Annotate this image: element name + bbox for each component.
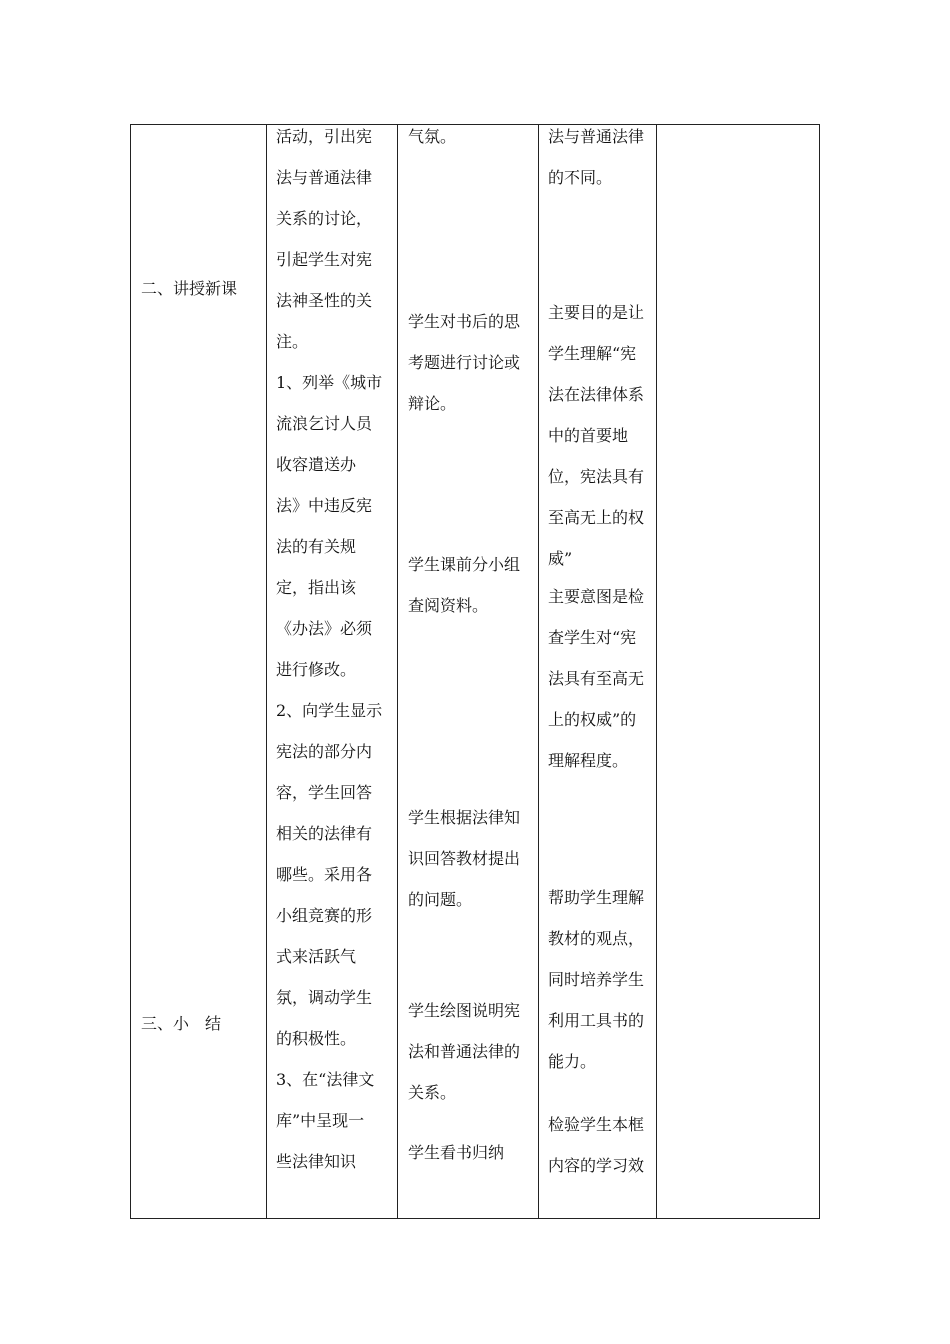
text-line: 小组竞赛的形 <box>276 906 373 925</box>
text-line: 的积极性。 <box>276 1029 357 1048</box>
text-line: 识回答教材提出 <box>408 849 521 868</box>
column-divider <box>266 124 267 1219</box>
text-line: 关系的讨论， <box>276 209 373 228</box>
text-line: 2、向学生显示 <box>276 701 383 720</box>
text-line: 流浪乞讨人员 <box>276 414 373 433</box>
text-line: 进行修改。 <box>276 660 357 679</box>
text-line: 法具有至高无 <box>548 669 645 688</box>
stage-summary: 三、小 结 <box>141 1014 222 1033</box>
intent-block <box>548 576 644 781</box>
teacher-activity-column <box>276 116 382 1182</box>
text-line: 库”中呈现一 <box>276 1111 365 1130</box>
text-line: 哪些。采用各 <box>276 865 373 884</box>
text-line: 法神圣性的关 <box>276 291 373 310</box>
intent-block <box>548 877 644 1082</box>
text-line: 法的有关规 <box>276 537 357 556</box>
text-line: 法在法律体系 <box>548 385 645 404</box>
intent-block <box>548 1104 644 1186</box>
text-line: 主要意图是检 <box>548 587 645 606</box>
text-line: 法和普通法律的 <box>408 1042 521 1061</box>
text-line: 3、在“法律文 <box>276 1070 375 1089</box>
text-line: 收容遣送办 <box>276 455 357 474</box>
text-line: 的不同。 <box>548 168 613 187</box>
column-divider <box>397 124 398 1219</box>
text-line: 些法律知识 <box>276 1152 357 1171</box>
text-line: 引起学生对宪 <box>276 250 373 269</box>
column-divider <box>656 124 657 1219</box>
text-line: 能力。 <box>548 1052 597 1071</box>
text-line: 注。 <box>276 332 309 351</box>
text-line: 气氛。 <box>408 127 457 146</box>
student-block <box>408 116 456 157</box>
text-line: 法》中违反宪 <box>276 496 373 515</box>
text-line: 1、列举《城市 <box>276 373 383 392</box>
text-line: 《办法》必须 <box>276 619 373 638</box>
text-line: 辩论。 <box>408 394 457 413</box>
text-line: 考题进行讨论或 <box>408 353 521 372</box>
text-line: 教材的观点， <box>548 929 645 948</box>
text-line: 定，指出该 <box>276 578 357 597</box>
text-line: 内容的学习效 <box>548 1156 645 1175</box>
text-line: 威” <box>548 549 573 568</box>
text-line: 关系。 <box>408 1083 457 1102</box>
text-line: 中的首要地 <box>548 426 629 445</box>
student-block <box>408 1132 504 1173</box>
text-line: 宪法的部分内 <box>276 742 373 761</box>
text-line: 学生对书后的思 <box>408 312 521 331</box>
text-line: 学生看书归纳 <box>408 1143 505 1162</box>
text-line: 氛，调动学生 <box>276 988 373 1007</box>
student-block <box>408 797 520 920</box>
text-line: 的问题。 <box>408 890 473 909</box>
text-line: 帮助学生理解 <box>548 888 645 907</box>
text-line: 法与普通法律 <box>548 127 645 146</box>
text-line: 学生课前分小组 <box>408 555 521 574</box>
stage-lecture: 二、讲授新课 <box>141 279 238 298</box>
text-line: 同时培养学生 <box>548 970 645 989</box>
text-line: 相关的法律有 <box>276 824 373 843</box>
text-line: 主要目的是让 <box>548 303 645 322</box>
text-line: 法与普通法律 <box>276 168 373 187</box>
intent-block <box>548 116 644 198</box>
text-line: 学生绘图说明宪 <box>408 1001 521 1020</box>
text-line: 活动，引出宪 <box>276 127 373 146</box>
text-line: 式来活跃气 <box>276 947 357 966</box>
text-line: 利用工具书的 <box>548 1011 645 1030</box>
text-line: 容，学生回答 <box>276 783 373 802</box>
column-divider <box>538 124 539 1219</box>
text-line: 查阅资料。 <box>408 596 489 615</box>
intent-block <box>548 292 644 579</box>
text-line: 学生理解“宪 <box>548 344 637 363</box>
student-block <box>408 990 520 1113</box>
text-line: 学生根据法律知 <box>408 808 521 827</box>
text-line: 理解程度。 <box>548 751 629 770</box>
student-block <box>408 301 520 424</box>
text-line: 查学生对“宪 <box>548 628 637 647</box>
text-line: 上的权威”的 <box>548 710 637 729</box>
text-line: 检验学生本框 <box>548 1115 645 1134</box>
student-block <box>408 544 520 626</box>
text-line: 位，宪法具有 <box>548 467 645 486</box>
text-line: 至高无上的权 <box>548 508 645 527</box>
